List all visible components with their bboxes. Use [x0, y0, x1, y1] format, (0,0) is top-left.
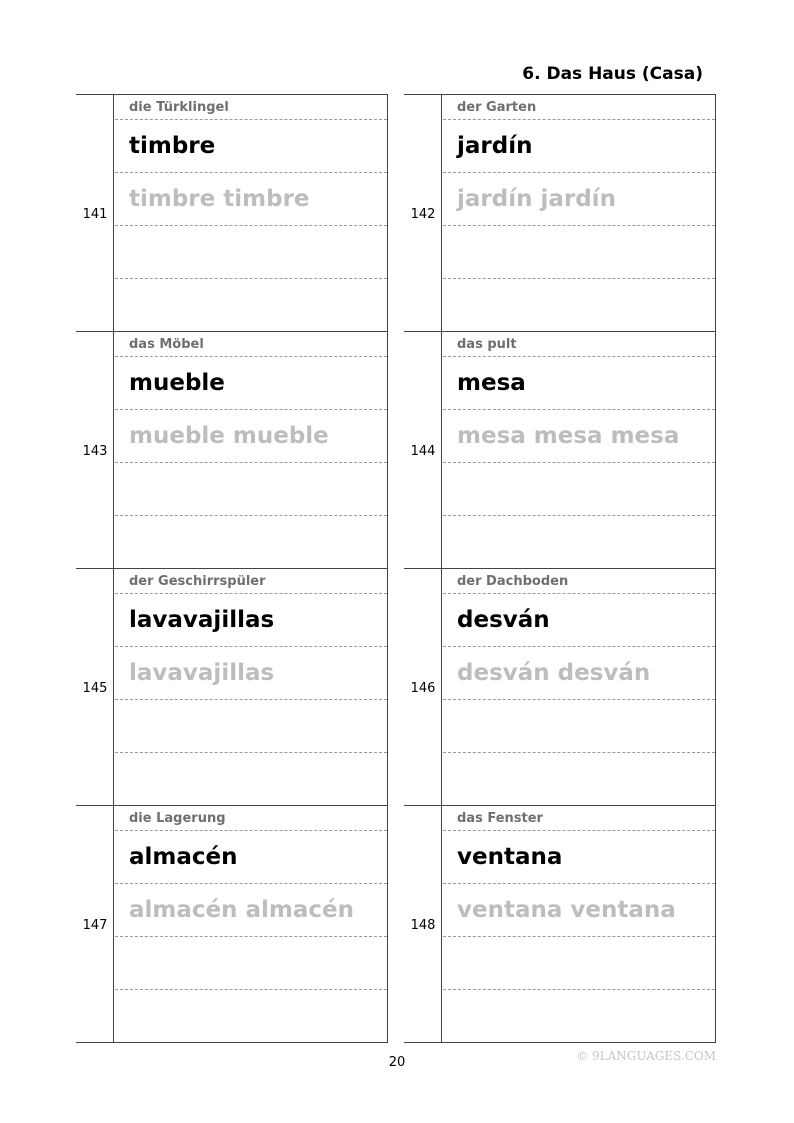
- spanish-word: mesa: [457, 370, 526, 396]
- trace-line: [115, 410, 387, 463]
- trace-word: lavavajillas: [129, 660, 275, 686]
- vocab-card: [404, 94, 716, 331]
- blank-writing-line: [115, 516, 387, 569]
- blank-writing-line: [443, 700, 715, 753]
- writing-lines: [115, 95, 388, 331]
- entry-number: 145: [82, 681, 108, 696]
- vocab-card: [76, 331, 388, 568]
- vocab-card: [76, 568, 388, 805]
- blank-writing-line: [115, 463, 387, 516]
- blank-writing-line: [115, 937, 387, 990]
- number-cell: [76, 332, 114, 568]
- entry-number: 141: [82, 207, 108, 222]
- spanish-word: jardín: [457, 133, 533, 159]
- number-cell: [76, 806, 114, 1042]
- spanish-word: mueble: [129, 370, 225, 396]
- number-cell: [404, 569, 442, 805]
- spanish-word: ventana: [457, 844, 563, 870]
- vocab-card: [76, 94, 388, 331]
- trace-word: mesa mesa mesa: [457, 423, 680, 449]
- trace-word: almacén almacén: [129, 897, 355, 923]
- entry-number: 146: [410, 681, 436, 696]
- german-hint: das Möbel: [115, 332, 387, 357]
- trace-line: [443, 647, 715, 700]
- blank-writing-line: [443, 279, 715, 332]
- word-line: [115, 594, 387, 647]
- vocab-card: [404, 568, 716, 805]
- trace-line: [443, 410, 715, 463]
- german-hint: der Dachboden: [443, 569, 715, 594]
- german-hint: der Geschirrspüler: [115, 569, 387, 594]
- trace-word: desván desván: [457, 660, 651, 686]
- word-line: [443, 594, 715, 647]
- trace-line: [443, 173, 715, 226]
- entry-number: 142: [410, 207, 436, 222]
- blank-writing-line: [443, 463, 715, 516]
- word-line: [115, 357, 387, 410]
- vocab-card: [404, 805, 716, 1043]
- blank-writing-line: [443, 226, 715, 279]
- writing-lines: [115, 332, 388, 568]
- vocab-column-right: [404, 94, 716, 1043]
- word-line: [115, 120, 387, 173]
- entry-number: 144: [410, 444, 436, 459]
- chapter-title: 6. Das Haus (Casa): [522, 64, 703, 84]
- blank-writing-line: [115, 700, 387, 753]
- writing-lines: [115, 806, 388, 1042]
- blank-writing-line: [115, 990, 387, 1043]
- vocab-column-left: [76, 94, 388, 1043]
- writing-lines: [115, 569, 388, 805]
- word-line: [115, 831, 387, 884]
- number-cell: [76, 95, 114, 331]
- trace-line: [115, 884, 387, 937]
- number-cell: [404, 332, 442, 568]
- trace-word: ventana ventana: [457, 897, 676, 923]
- spanish-word: desván: [457, 607, 550, 633]
- trace-word: timbre timbre: [129, 186, 310, 212]
- entry-number: 147: [82, 918, 108, 933]
- vocab-card: [76, 805, 388, 1043]
- german-hint: die Lagerung: [115, 806, 387, 831]
- trace-word: jardín jardín: [457, 186, 616, 212]
- entry-number: 148: [410, 918, 436, 933]
- blank-writing-line: [443, 937, 715, 990]
- german-hint: das pult: [443, 332, 715, 357]
- number-cell: [404, 806, 442, 1042]
- german-hint: die Türklingel: [115, 95, 387, 120]
- writing-lines: [443, 569, 716, 805]
- trace-word: mueble mueble: [129, 423, 329, 449]
- german-hint: der Garten: [443, 95, 715, 120]
- trace-line: [115, 173, 387, 226]
- vocab-card: [404, 331, 716, 568]
- writing-lines: [443, 806, 716, 1042]
- number-cell: [76, 569, 114, 805]
- spanish-word: almacén: [129, 844, 238, 870]
- blank-writing-line: [443, 516, 715, 569]
- writing-lines: [443, 95, 716, 331]
- number-cell: [404, 95, 442, 331]
- blank-writing-line: [115, 753, 387, 806]
- german-hint: das Fenster: [443, 806, 715, 831]
- spanish-word: lavavajillas: [129, 607, 275, 633]
- blank-writing-line: [443, 753, 715, 806]
- word-line: [443, 831, 715, 884]
- writing-lines: [443, 332, 716, 568]
- watermark: © 9LANGUAGES.COM: [576, 1049, 716, 1063]
- entry-number: 143: [82, 444, 108, 459]
- trace-line: [115, 647, 387, 700]
- blank-writing-line: [443, 990, 715, 1043]
- word-line: [443, 357, 715, 410]
- trace-line: [443, 884, 715, 937]
- page-number: 20: [388, 1055, 406, 1070]
- blank-writing-line: [115, 279, 387, 332]
- blank-writing-line: [115, 226, 387, 279]
- spanish-word: timbre: [129, 133, 216, 159]
- word-line: [443, 120, 715, 173]
